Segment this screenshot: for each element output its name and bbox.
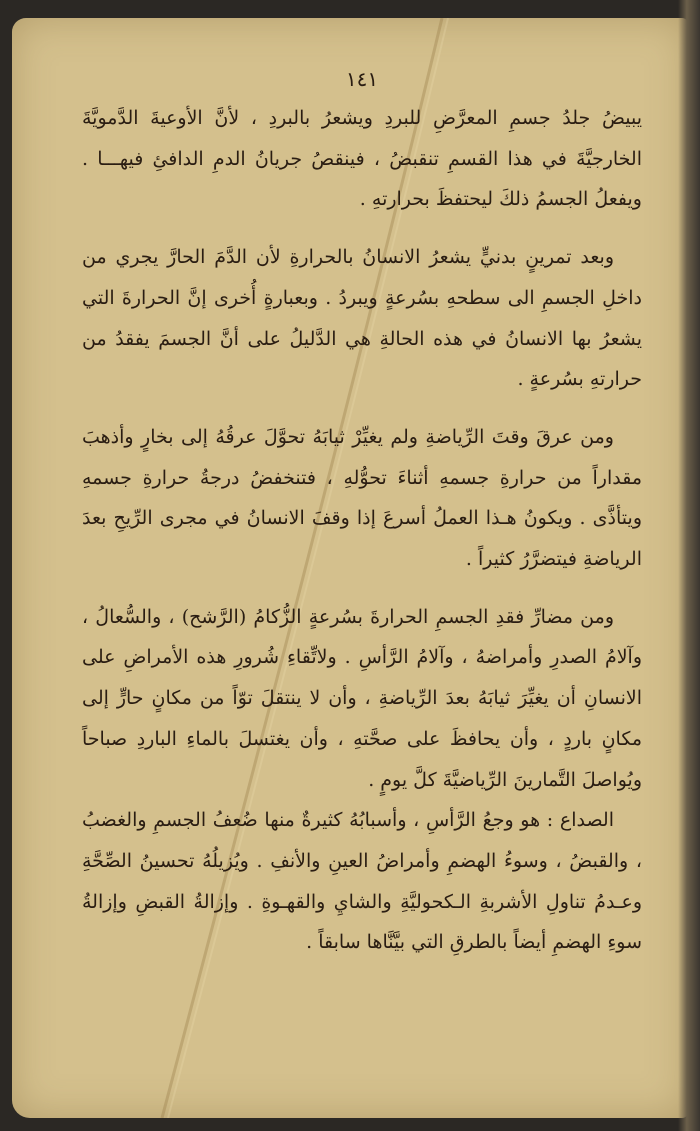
paragraph-sweat: ومن عرقَ وقتَ الرِّياضةِ ولم يغيِّرْ ثيابَهُ تحوَّلَ عرقُهُ إلى بخارٍ وأذهبَ مقداراً من حرارةِ جسمهِ أثناءَ تحوُّلهِ ، فتنخفضُ درجةُ حرارةِ جسمهِ ويتأذَّى . ويكونُ هـذا العملُ أسرعَ إذا وقفَ الانسانُ في مجرى الرِّيحِ بعدَ الرياضةِ فيتضرَّرُ كثيراً .: [82, 425, 642, 571]
paragraph-cold-skin: يبيضُ جلدُ جسمِ المعرَّضِ للبردِ ويشعرُ بالبردِ ، لأنَّ الأوعيةَ الدَّمويَّةَ الخارجيَّةَ في هذا القسمِ تنقبضُ ، فينقصُ جريانُ الدمِ الدافئِ فيهـــا . ويفعلُ الجسمُ ذلكَ ليحتفظَ بحرارتهِ .: [82, 107, 642, 211]
paragraph-heat-loss-harms: ومن مضارِّ فقدِ الجسمِ الحرارةَ بسُرعةٍ الزُّكامُ (الرَّشح) ، والسُّعالُ ، وآلامُ الصدرِ وأمراضهُ ، وآلامُ الرَّأسِ . ولاتِّقاءِ شُرورِ هذه الأمراضِ على الانسانِ أن يغيِّرَ ثيابَهُ بعدَ الرِّياضةِ ، وأن لا ينتقلَ توّاً من مكانٍ حارٍّ إلى مكانٍ باردٍ ، وأن يحافظَ على صحَّتهِ ، وأن يغتسلَ بالماءِ الباردِ صباحاً ويُواصلَ التَّمارينَ الرِّياضيَّةَ كلَّ يومٍ .: [82, 605, 642, 791]
page-text: [82, 66, 642, 963]
paragraph-headache: الصداع : هو وجعُ الرَّأسِ ، وأسبابُهُ كثيرةٌ منها ضُعفُ الجسمِ والغضبُ ، والقبضُ ، وسوءُ الهضمِ وأمراضُ العينِ والأنفِ . ويُزيلُهُ تحسينُ الصِّحَّةِ وعـدمُ تناولِ الأشربةِ الـكحوليَّةِ والشايِ والقهـوةِ . وإزالةُ القبضِ وإزالةُ سوءِ الهضمِ أيضاً بالطرقِ التي بيَّنَّاها سابقاً .: [82, 809, 642, 954]
page-number: ١٤١: [345, 67, 379, 91]
page-edge-shadow: [678, 0, 700, 1131]
book-page: [12, 18, 688, 1118]
paragraph-exercise-heat: وبعد تمرينٍ بدنيٍّ يشعرُ الانسانُ بالحرارةِ لأن الدَّمَ الحارَّ يجري من داخلِ الجسمِ الى سطحهِ بسُرعةٍ ويبردُ . وبعبارةٍ أُخرى إنَّ الحرارةَ التي يشعرُ بها الانسانُ في هذه الحالةِ هي الدَّليلُ على أنَّ الجسمَ يفقدُ من حرارتهِ بسُرعةٍ .: [82, 246, 642, 391]
